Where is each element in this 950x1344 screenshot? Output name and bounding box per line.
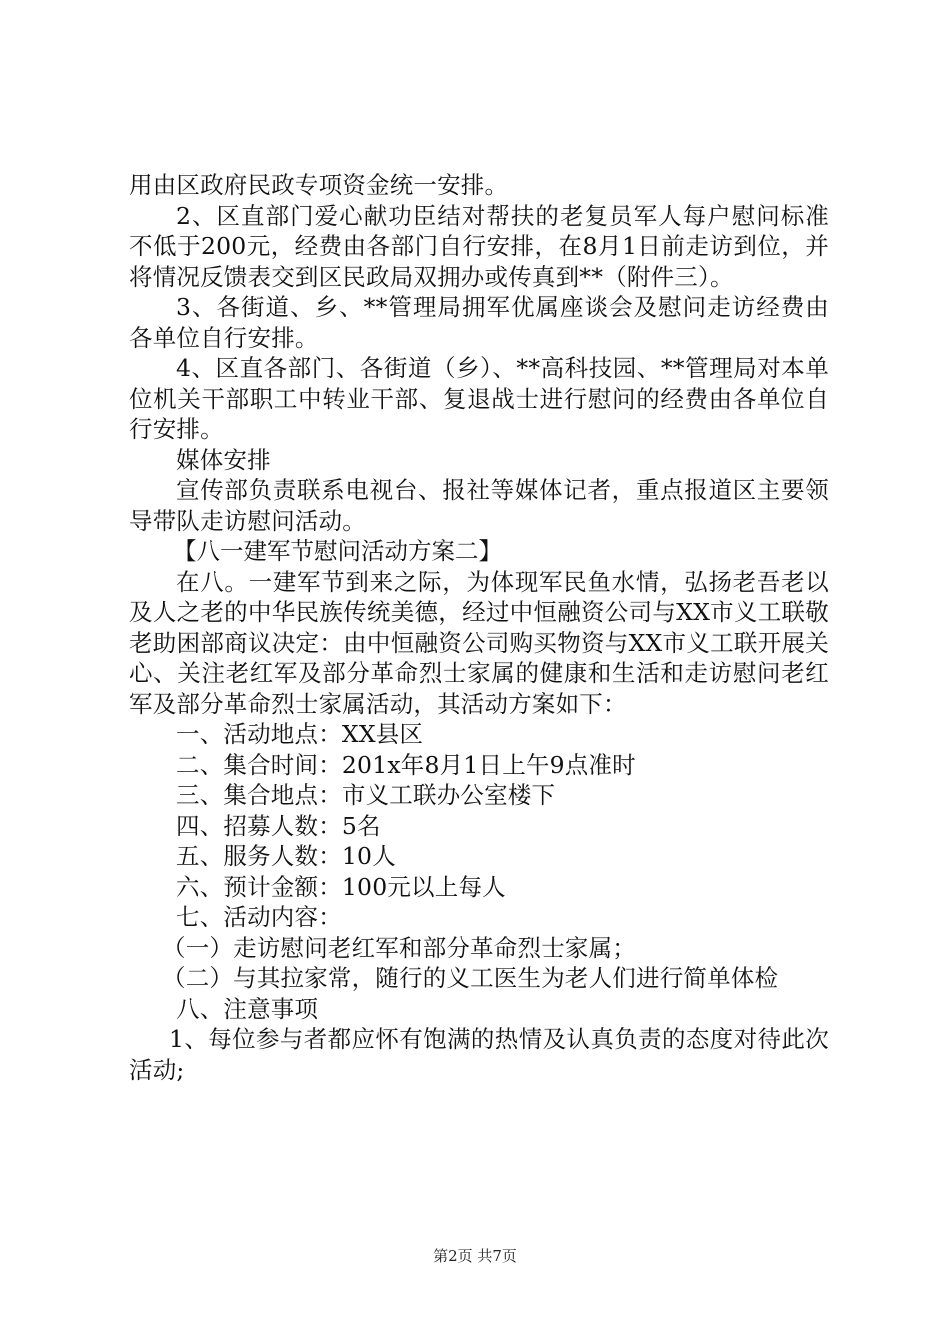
list-item-content: 七、活动内容： <box>176 903 342 931</box>
paragraph-item-2: 2、区直部门爱心献功臣结对帮扶的老复员军人每户慰问标准不低于200元，经费由各部门自行安排，在8月1日前走访到位，并将情况反馈表交到区民政局双拥办或传真到**（附件三）。 <box>129 201 829 291</box>
paragraph-plan-intro: 在八。一建军节到来之际，为体现军民鱼水情，弘扬老吾老以及人之老的中华民族传统美德，经过中恒融资公司与XX市义工联敬老助困部商议决定：由中恒融资公司购买物资与XX市义工联开展关心、关注老红军及部分革命烈士家属的健康和生活和走访慰问老红军及部分革命烈士家属活动，其活动方案如下： <box>129 567 829 718</box>
paragraph-media: 宣传部负责联系电视台、报社等媒体记者，重点报道区主要领导带队走访慰问活动。 <box>129 476 829 535</box>
paragraph-item-3: 3、各街道、乡、**管理局拥军优属座谈会及慰问走访经费由各单位自行安排。 <box>129 293 829 352</box>
page-number-footer: 第2页 共7页 <box>433 1247 517 1265</box>
list-item-meeting-place: 三、集合地点：市义工联办公室楼下 <box>176 781 556 809</box>
note-item-1: 1、每位参与者都应怀有饱满的热情及认真负责的态度对待此次活动; <box>129 1025 829 1084</box>
list-item-notes: 八、注意事项 <box>176 994 319 1023</box>
section-title-plan-two: 【八一建军节慰问活动方案二】 <box>173 537 502 565</box>
list-item-budget: 六、预计金额：100元以上每人 <box>176 872 506 901</box>
document-body <box>129 170 829 1085</box>
paragraph-item-4: 4、区直各部门、各街道（乡）、**高科技园、**管理局对本单位机关干部职工中转业干部、复退战士进行慰问的经费由各单位自行安排。 <box>129 354 829 443</box>
section-heading-media: 媒体安排 <box>176 445 271 474</box>
sub-item-visit: （一）走访慰问老红军和部分革命烈士家属； <box>162 933 636 962</box>
list-item-location: 一、活动地点：XX县区 <box>176 720 424 748</box>
sub-item-checkup: （二）与其拉家常，随行的义工医生为老人们进行简单体检 <box>162 964 779 992</box>
list-item-served: 五、服务人数：10人 <box>176 842 396 870</box>
list-item-recruits: 四、招募人数：5名 <box>176 811 381 840</box>
paragraph-funding-continuation: 用由区政府民政专项资金统一安排。 <box>129 171 509 199</box>
list-item-time: 二、集合时间：201x年8月1日上午9点准时 <box>176 750 636 779</box>
